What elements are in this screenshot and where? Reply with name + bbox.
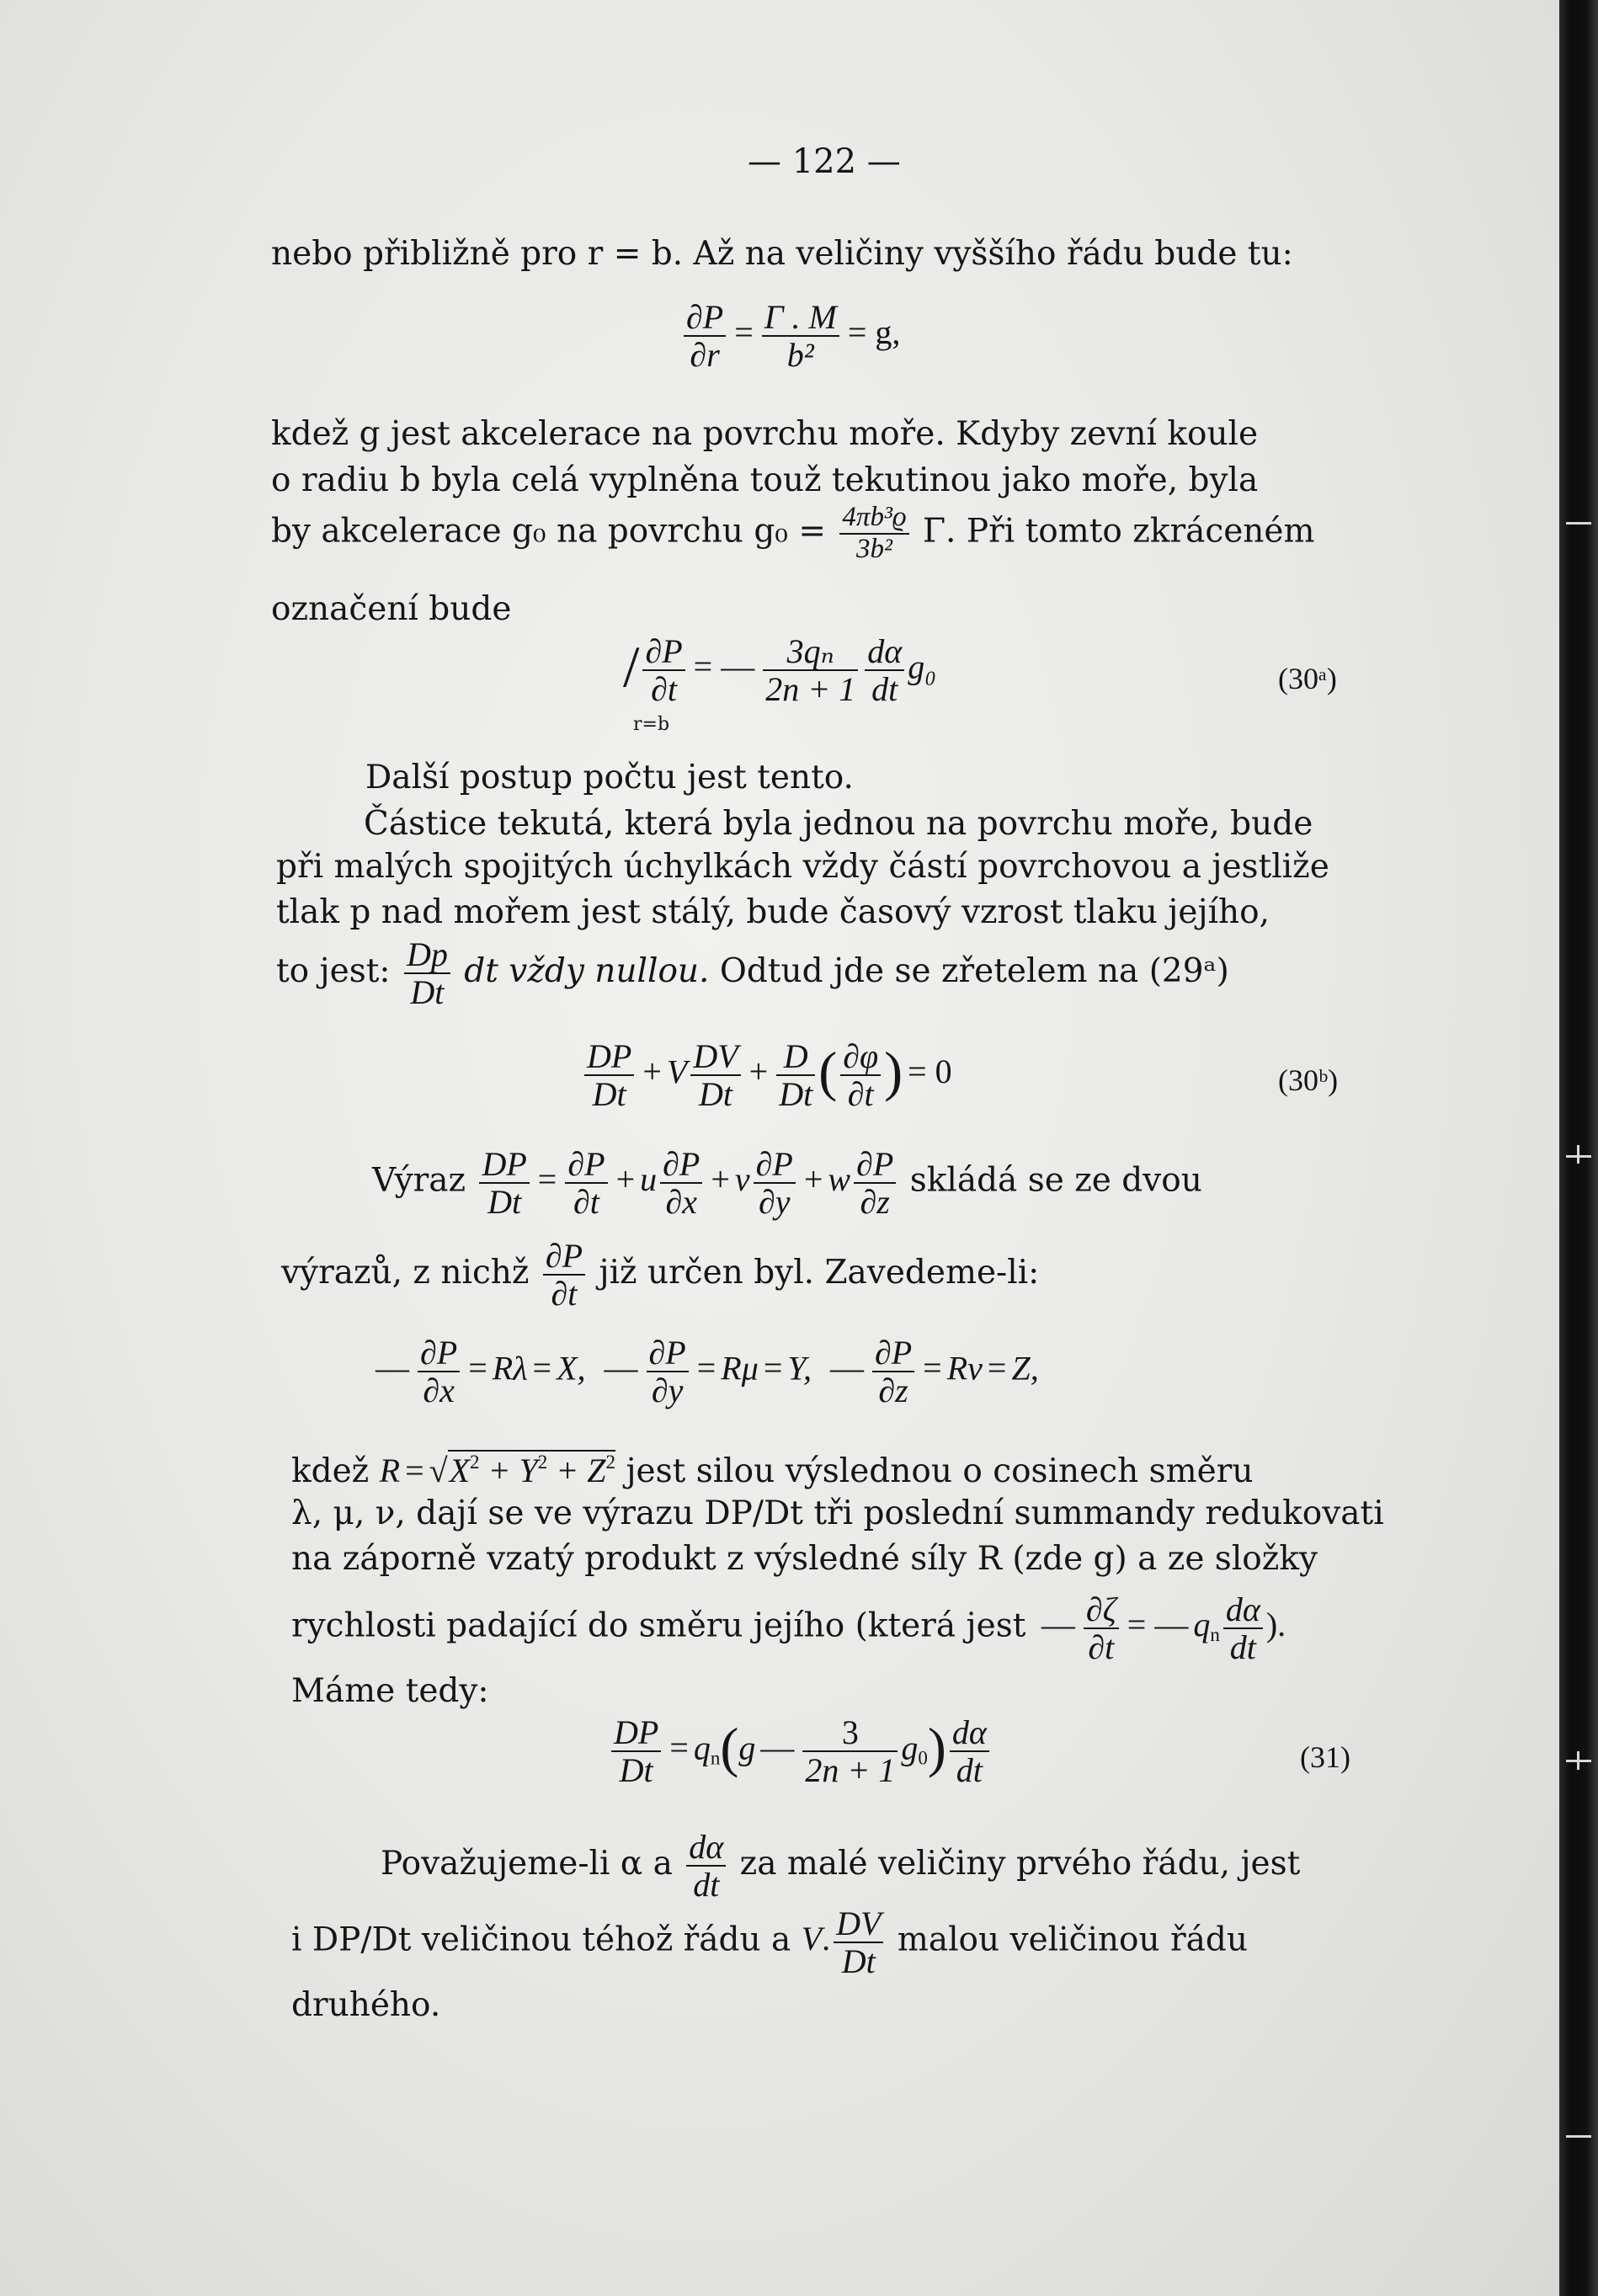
- text-line: Máme tedy:: [291, 1672, 489, 1710]
- text-line: rychlosti padající do směru jejího (která jest — $\frac{\partial\zeta}{\partial t}$ = — $q_n$ $\frac{d\alpha}{dt}$ ).: [291, 1590, 1286, 1667]
- equation-xyz: — $\frac{\partial P}{\partial x}$ = Rλ = X, — $\frac{\partial P}{\partial y}$ = Rμ = Y, — $\frac{\partial P}{\partial z}$ = Rν = Z,: [376, 1334, 1039, 1410]
- text-line: nebo přibližně pro r = b. Až na veličiny vyššího řádu bude tu:: [271, 235, 1293, 273]
- text-line: by akcelerace g₀ na povrchu g₀ = $\frac{\text{4πb³ϱ}}{\text{3b²}}$ Γ. Při tomto zkráceném: [271, 502, 1315, 564]
- book-spine-edge: [1559, 0, 1598, 2296]
- equation-label: (31): [1300, 1740, 1350, 1774]
- text-line: i DP/Dt veličinou téhož řádu a V. $\frac{DV}{Dt}$ malou veličinou řádu: [291, 1904, 1249, 1981]
- fraction: $\frac{\Gamma . M}{\text{b²}}$: [762, 299, 839, 373]
- fraction: $\frac{d\alpha}{dt}$: [865, 633, 904, 707]
- text-line: při malých spojitých úchylkách vždy částí povrchovou a jestliže: [276, 848, 1329, 886]
- text-line: Výraz $\frac{DP}{Dt}$ = $\frac{\partial P}{\partial t}$ + u $\frac{\partial P}{\partial x}$ + v $\frac{\partial P}{\partial y}$ + w $\frac{\partial P}{\partial z}$ skládá se ze dvou: [372, 1145, 1202, 1222]
- page-number: — 122 —: [748, 142, 901, 181]
- equation-30a: / $\frac{\partial P}{\partial t}$ = — $\frac{\text{3qₙ}}{2n + 1}$ $\frac{d\alpha}{dt}$ g₀: [623, 632, 937, 709]
- equation-31: $\frac{DP}{Dt}$ = $q_n(g$ — $\frac{3}{2n + 1}$ $g_0$) $\frac{d\alpha}{dt}$: [608, 1714, 993, 1788]
- text-line: kdež $R = √X^2 + Y^2 + Z^2$ jest silou výslednou o cosinech směru: [291, 1452, 1254, 1490]
- condition: r=b: [633, 714, 670, 735]
- text-line: kdež g jest akcelerace na povrchu moře. Kdyby zevní koule: [271, 415, 1259, 453]
- fraction: $\frac{Dp}{Dt}$: [404, 936, 450, 1010]
- text-line: o radiu b byla celá vyplněna touž tekutinou jako moře, byla: [271, 461, 1259, 499]
- text-line: druhého.: [291, 1986, 441, 2024]
- equation-label: (30ᵃ): [1278, 662, 1337, 695]
- text-line: na záporně vzatý produkt z výsledné síly R (zde g) a ze složky: [291, 1540, 1318, 1578]
- text-line: Další postup počtu jest tento.: [365, 759, 854, 796]
- text-line: označení bude: [271, 590, 512, 628]
- equation-30b: $\frac{DP}{Dt}$ + V $\frac{DV}{Dt}$ + $\frac{D}{Dt}$ ( $\frac{\partial\varphi}{\partial t}$ ) = 0: [581, 1038, 957, 1112]
- text-line: Považujeme-li α a $\frac{d\alpha}{dt}$ za malé veličiny prvého řádu, jest: [381, 1828, 1301, 1904]
- equation-1: $\frac{\partial P}{\partial r}$ = $\frac{\Gamma . M}{\text{b²}}$ = g,: [680, 299, 905, 373]
- text-line: tlak p nad mořem jest stálý, bude časový vzrost tlaku jejího,: [276, 893, 1270, 931]
- equation-label: (30ᵇ): [1278, 1063, 1339, 1097]
- text-line: λ, μ, ν, dají se ve výrazu DP/Dt tři poslední summandy redukovati: [291, 1494, 1384, 1532]
- fraction: $\frac{\text{3qₙ}}{2n + 1}$: [763, 633, 858, 707]
- text-line: Částice tekutá, která byla jednou na povrchu moře, bude: [364, 805, 1313, 843]
- fraction: $\frac{\partial P}{\partial t}$: [642, 633, 684, 707]
- fraction: $\frac{\text{4πb³ϱ}}{\text{3b²}}$: [839, 503, 908, 564]
- text-line: výrazů, z nichž $\frac{\partial P}{\partial t}$ již určen byl. Zavedeme-li:: [281, 1237, 1040, 1313]
- text-line: to jest: $\frac{Dp}{Dt}$ dt vždy nullou. Odtud jde se zřetelem na (29ᵃ): [276, 935, 1229, 1012]
- fraction: $\frac{\partial P}{\partial r}$: [684, 299, 726, 373]
